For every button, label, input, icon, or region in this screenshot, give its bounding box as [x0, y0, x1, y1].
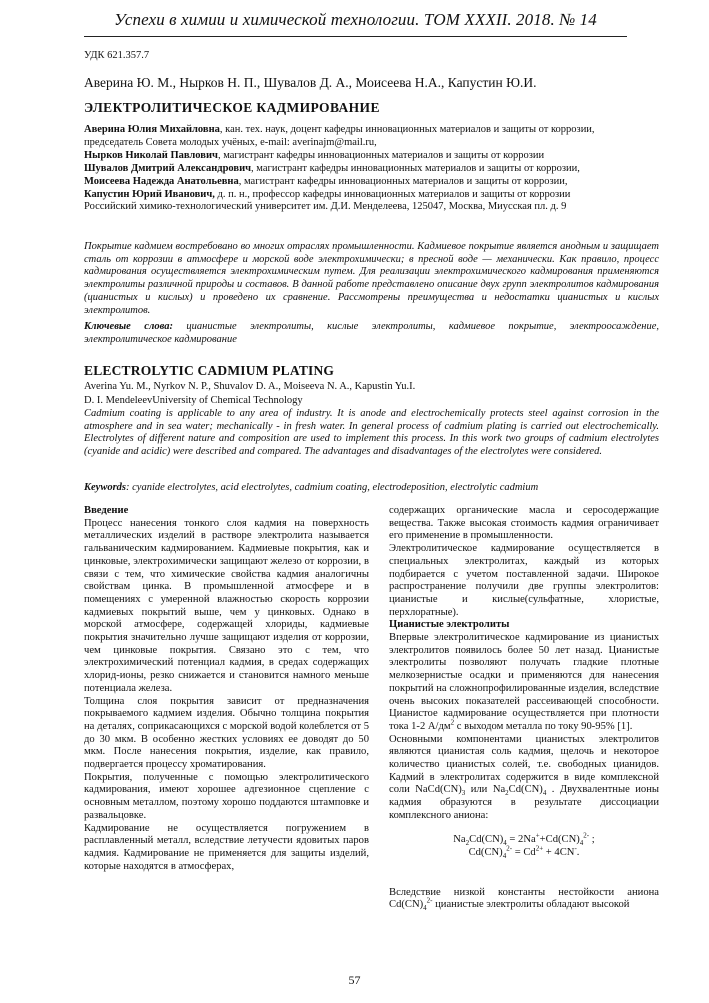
keywords-english: Keywords: cyanide electrolytes, acid electrolytes, cadmium coating, electrodeposition, electrolytic cadmium [84, 482, 539, 493]
title-russian: ЭЛЕКТРОЛИТИЧЕСКОЕ КАДМИРОВАНИЕ [84, 100, 380, 115]
paragraph: Электролитическое кадмирование осуществляется в специальных электролитах, каждый из которых подбирается с учетом поставленной задачи. Широкое распространение получили две группы электролитов: цианистые и кислые(сульфатные, хлористые, перхлоратные). [389, 543, 659, 618]
affiliation-line: Капустин Юрий Иванович, д. п. н., профессор кафедры инновационных материалов и защиты от коррозии [84, 188, 571, 200]
keywords-russian: Ключевые слова: цианистые электролиты, кислые электролиты, кадмиевое покрытие, электроосаждение, электролитическое кадмирование [84, 321, 659, 345]
paragraph: Покрытия, полученные с помощью электролитического кадмирования, имеют хорошее адгезионное сцепление с основным металлом, поэтому хорошо поддаются штамповке и развальцовке. [84, 771, 369, 821]
abstract-russian: Покрытие кадмием востребовано во многих отраслях промышленности. Кадмиевое покрытие является анодным и защищает сталь от коррозии в атмосфере и морской воде электрохимически; в пресной воде — механически. Как правило, процесс кадмирования осуществляется электрохимическим путем. Для реализации электрохимического кадмирования применяются электролиты различной природы и составов. В данной работе представлено описание двух групп электролитов кадмирования (цианистых и кислых) и проведено их сравнение. Рассмотрены преимущества и недостатки цианистых и кислых электролитов. [84, 241, 659, 316]
right-column [389, 505, 659, 912]
page-number: 57 [348, 973, 361, 987]
left-column [84, 505, 369, 873]
paragraph: Вследствие низкой константы нестойкости аниона $Cd(CN)_4^{2-}$ цианистые электролиты обладают высокой [389, 886, 659, 913]
paragraph: Толщина слоя покрытия зависит от предназначения покрываемого кадмием изделия. Обычно толщина покрытия на деталях, соприкасающихся с морской водой колеблется от 5 до 30 мкм. В особенно жестких условиях ее доводят до 50 мкм. После нанесения покрытия, изделие, как правило, подвергается процессу хроматирования. [84, 695, 369, 771]
affiliation-line: Шувалов Дмитрий Александрович, магистрант кафедры инновационных материалов и защиты от коррозии, [84, 162, 580, 174]
affiliation-line: председатель Совета молодых учёных, e-mail: averinajm@mail.ru, [84, 136, 377, 148]
affiliation-line: Моисеева Надежда Анатольевна, магистрант кафедры инновационных материалов и защиты от коррозии, [84, 175, 568, 187]
paragraph: Процесс нанесения тонкого слоя кадмия на поверхность металлических изделий в растворе электролита называется гальваническим кадмированием. Кадмиевые покрытия, как и цинковые, электрохимически защищают железо от коррозии, в связи с тем, что химические свойства кадмия аналогичны свойствам цинка. В промышленной атмосфере и в помещениях с умеренной влажностью скорость коррозии кадмиевых покрытий выше, чем у цинковых. Однако в морской атмосфере, содержащей хлориды, кадмиевые покрытия значительно лучше защищают изделия от коррозии, чем цинковые покрытия. Связано это с тем, что электрохимический потенциал кадмия, в средах содержащих хлорид-ионы, резко снижается и становится намного меньше потенциала железа. [84, 517, 369, 694]
paragraph: Кадмирование не осуществляется погружением в расплавленный металл, вследствие летучести ядовитых паров кадмия. Кадмирование не применяется для защиты изделий, которые находятся в атмосферах, [84, 822, 369, 872]
dissociation-equation: $Na_2Cd(CN)_4 = 2Na^++Cd(CN)_4^{2-}$ ; $Cd(CN)_4^{2-} = Cd^{2+} + 4CN^-$. [453, 831, 595, 860]
udk-code: УДК 621.357.7 [84, 50, 150, 61]
paragraph: Основными компонентами цианистых электролитов являются цианистая соль кадмия, щелочь и некоторое количество цианистых солей, т.е. свободных цианидов. Кадмий в электролитах содержится в виде комплексной соли $NaCd(CN)_3$ или $Na_2Cd(CN)_4$ . Двухвалентные ионы кадмия образуются в результате диссоциации комплексного аниона: [389, 733, 659, 821]
header-rule [84, 36, 627, 37]
affiliations [84, 124, 659, 214]
section-heading-intro: Введение [84, 505, 129, 516]
paragraph: Впервые электролитическое кадмирование из цианистых электролитов появилось более 50 лет назад. Цианистые электролиты позволяют получать гладкие плотные мелкозернистые осадки и применяются для нанесения покрытий на сложнопрофилированные изделия, вследствие очень высоких показателей рассеивающей способности. Цианистое кадмирование осуществляется при плотности тока 1-2 $А/дм^2$ с выходом металла по току 90-95% [1]. [389, 632, 659, 732]
affiliation-line: Аверина Юлия Михайловна, кан. тех. наук, доцент кафедры инновационных материалов и защиты от коррозии, [84, 124, 595, 135]
affiliation-line: Российский химико-технологический университет им. Д.И. Менделеева, 125047, Москва, Миусская пл. д. 9 [84, 201, 567, 213]
authors-english: Averina Yu. M., Nyrkov N. P., Shuvalov D. A., Moiseeva N. A., Kapustin Yu.I. [84, 381, 416, 392]
title-english: ELECTROLYTIC CADMIUM PLATING [84, 363, 335, 378]
paragraph: содержащих органические масла и серосодержащие вещества. Также высокая стоимость кадмия ограничивает его применение в промышленности. [389, 505, 659, 542]
abstract-english: Cadmium coating is applicable to any area of industry. It is anode and electrochemically protects steel against corrosion in the atmosphere and in sea water; mechanically - in fresh water. In general process of cadmium plating is carried out electrochemically. Electrolytes of different nature and composition are used to implement this process. In this work two groups of cadmium electrolytes (cyanide and acidic) were described and compared. The advantages and disadvantages of the electrolytes were considered. [84, 408, 659, 457]
running-header: Успехи в химии и химической технологии. ТОМ XXXII. 2018. № 14 [114, 10, 597, 29]
section-heading-cyanide: Цианистые электролиты [389, 619, 510, 631]
organization-english: D. I. MendeleevUniversity of Chemical Technology [84, 395, 303, 406]
affiliation-line: Нырков Николай Павлович, магистрант кафедры инновационных материалов и защиты от коррозии [84, 149, 545, 161]
authors-line: Аверина Ю. М., Нырков Н. П., Шувалов Д. А., Моисеева Н.А., Капустин Ю.И. [84, 75, 537, 90]
